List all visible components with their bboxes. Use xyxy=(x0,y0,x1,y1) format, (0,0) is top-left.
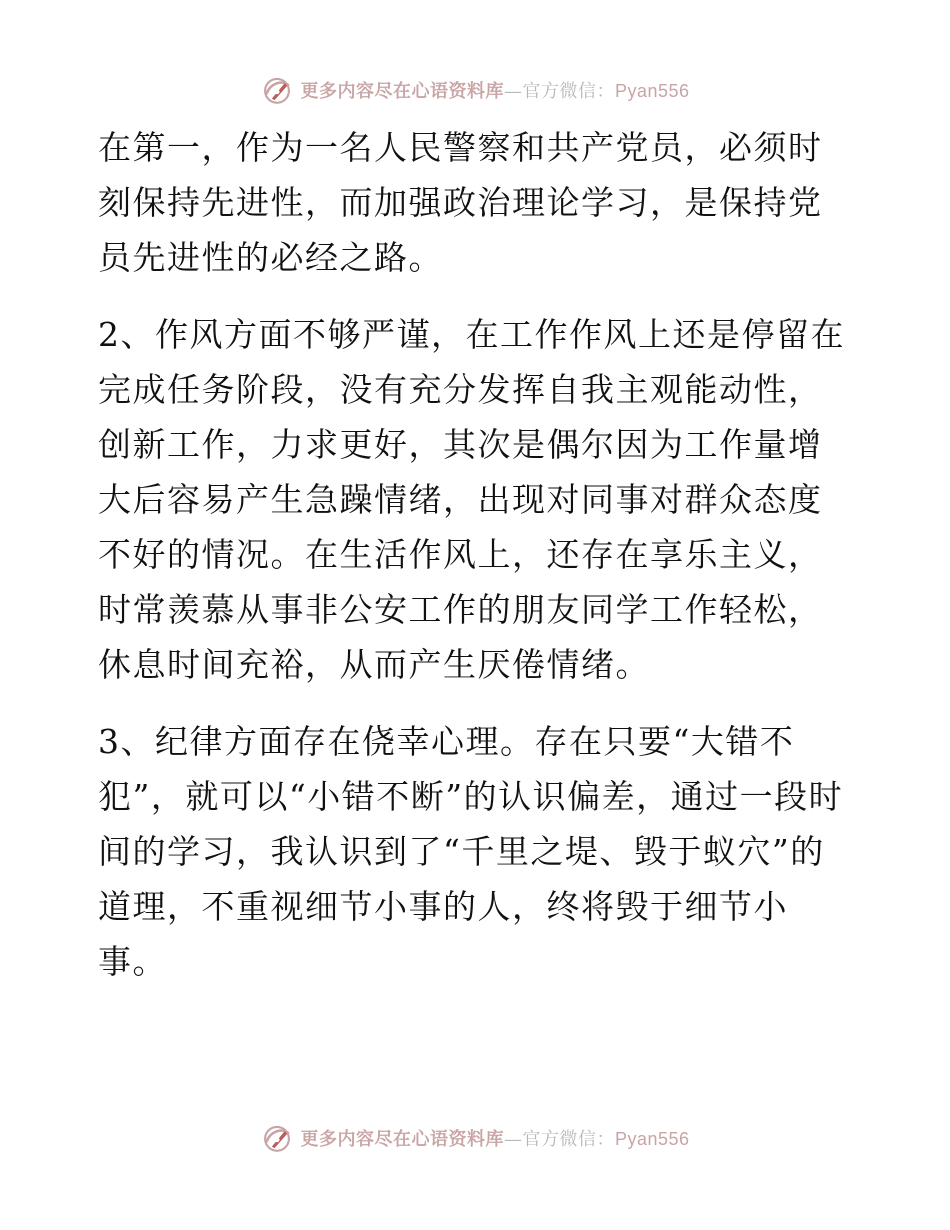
paragraph-work-style: 2、作风方面不够严谨，在工作作风上还是停留在完成任务阶段，没有充分发挥自我主观能动性，创新工作，力求更好，其次是偶尔因为工作量增大后容易产生急躁情绪，出现对同事对群众态度不好的情况。在生活作风上，还存在享乐主义，时常羡慕从事非公安工作的朋友同学工作轻松，休息时间充裕，从而产生厌倦情绪。 xyxy=(98,315,845,684)
paragraph-discipline: 3、纪律方面存在侥幸心理。存在只要“大错不犯”，就可以“小错不断”的认识偏差，通过一段时间的学习，我认识到了“千里之堤、毁于蚁穴”的道理，不重视细节小事的人，终将毁于细节小事。 xyxy=(98,722,844,981)
watermark-wechat-label: 官方微信： xyxy=(522,81,615,102)
watermark-brand-text: 更多内容尽在心语资料库 xyxy=(300,1129,504,1150)
document-body xyxy=(98,120,850,989)
watermark-dash: — xyxy=(503,1129,523,1150)
paragraph-intro: 在第一，作为一名人民警察和共产党员，必须时刻保持先进性，而加强政治理论学习，是保持党员先进性的必经之路。 xyxy=(98,128,823,277)
footer-watermark xyxy=(0,1118,950,1158)
swirl-pen-logo-icon xyxy=(260,1121,294,1155)
watermark-dash: — xyxy=(503,81,523,102)
watermark-brand-text: 更多内容尽在心语资料库 xyxy=(300,81,504,102)
swirl-pen-logo-icon xyxy=(260,73,294,107)
header-watermark xyxy=(0,70,950,110)
watermark-wechat-label: 官方微信： xyxy=(522,1129,615,1150)
watermark-wechat-id: Pyan556 xyxy=(614,1129,690,1149)
watermark-wechat-id: Pyan556 xyxy=(614,81,690,101)
